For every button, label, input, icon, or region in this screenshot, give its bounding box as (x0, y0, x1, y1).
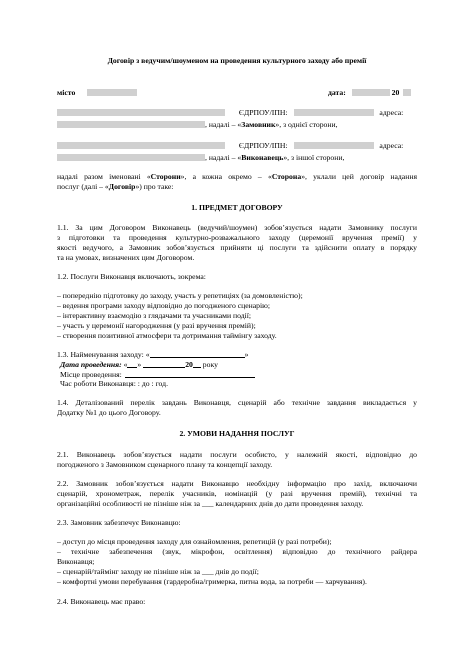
date-row (328, 89, 411, 97)
date-label: дата: (328, 88, 346, 97)
event-name-row: 1.3. Найменування заходу: « » (57, 350, 249, 359)
event-place-label: Місце проведення: (60, 370, 122, 379)
customer-role: Замовник (241, 120, 276, 129)
list-item: – інтерактивну взаємодію з глядачами та учасниками події; (57, 311, 252, 320)
p2-2-line: сценарій, хронометраж, перелік учасників, номінацій (у разі вручення премій), технічні та (57, 489, 417, 498)
list-item: – сценарій/таймінг заходу не пізніше ніж за ___ днів до події; (57, 567, 259, 576)
contractor-address-label: адреса: (379, 141, 404, 150)
contractor-code-label: ЄДРПОУ/ІПН: (238, 141, 288, 150)
date-year: 20 (391, 88, 400, 97)
contractor-name-field[interactable] (57, 142, 225, 149)
customer-address-field[interactable] (57, 121, 205, 128)
p2-1-line: 2.1. Виконавець зобов’язується надати послуги особисто, у належній якості, відповідно до (57, 450, 417, 459)
contractor-address-field[interactable] (57, 154, 205, 161)
event-date-row: Дата проведення: « » 20 року (60, 360, 218, 369)
p1-1-line: 1.1. За цим Договором Виконавець (ведучий/шоумен) зобов’язується надати Замовнику послуги (57, 223, 417, 232)
event-name-field[interactable] (150, 350, 245, 358)
p1-4-line: 1.4. Деталізований перелік завдань Виконавця, сценарій або технічне завдання викладається у (57, 398, 417, 407)
document-title: Договір з ведучим/шоуменом на проведення культурного заходу або премії (107, 56, 367, 65)
preamble-line-2: послуг (далі – «Договір») про таке: (57, 182, 174, 191)
work-hours-row: Час роботи Виконавця: : до : год. (60, 379, 168, 388)
contractor-line-2-end: », з іншої сторони, (283, 153, 345, 162)
place-row (57, 89, 137, 97)
list-item: – створення позитивної атмосфери та дотримання таймінгу заходу. (57, 331, 277, 340)
list-item: – попереднію підготовку до заходу, участь у репетиціях (за домовленістю); (57, 291, 303, 300)
event-place-field[interactable] (125, 370, 255, 378)
date-year-field[interactable] (403, 89, 411, 96)
p1-2: 1.2. Послуги Виконавця включають, зокрема: (57, 272, 206, 281)
event-place-row (60, 370, 255, 379)
contractor-line-2 (57, 154, 344, 162)
contractor-line-1 (57, 142, 403, 150)
contractor-line-2-text: , надалі – « (205, 153, 242, 162)
p2-2-line: організаційні особливості не пізніше ніж за ___ календарних днів до дати проведення заходу. (57, 499, 364, 508)
p1-1-line: з підготовки та проведення культурно-розважального заходу (церемонії вручення премії) у (57, 233, 417, 242)
list-item: – ведення програми заходу відповідно до погодженого сценарію; (57, 301, 271, 310)
customer-name-field[interactable] (57, 109, 225, 116)
customer-code-label: ЄДРПОУ/ІПН: (238, 108, 288, 117)
p2-1-line: погодженого з Замовником сценарного плану та концепції заходу. (57, 460, 273, 469)
event-month-field[interactable] (143, 360, 185, 368)
date-field[interactable] (352, 89, 390, 96)
p2-2-line: 2.2. Замовник зобов’язується надати Виконавцю необхідну інформацію про захід, включаючи (57, 479, 417, 488)
list-item: Виконавця; (57, 557, 95, 566)
customer-line-2-text: , надалі – « (205, 120, 242, 129)
p2-4: 2.4. Виконавець має право: (57, 597, 146, 606)
place-label: місто (57, 88, 76, 97)
section-2-title: 2. УМОВИ НАДАННЯ ПОСЛУГ (179, 429, 295, 438)
list-item: – технічне забезпечення (звук, мікрофон, освітлення) відповідно до технічного райдера (57, 547, 417, 556)
customer-line-2 (57, 121, 338, 129)
work-hours-label: Час роботи Виконавця: (60, 379, 138, 388)
event-date-label: Дата проведення: (60, 360, 122, 369)
list-item: – комфортні умови перебування (гардеробна/гримерка, питна вода, за потреби — харчування). (57, 577, 367, 586)
city-field[interactable] (87, 89, 137, 96)
customer-line-1 (57, 109, 403, 117)
p2-3: 2.3. Замовник забезпечує Виконавцю: (57, 518, 181, 527)
preamble-line-1: надалі разом іменовані «Сторони», а кожна окремо – «Сторона», уклали цей договір надання (57, 172, 417, 181)
p1-1-line: та на умовах, визначених цим Договором. (57, 253, 195, 262)
p1-1-line: якості ведучого, а Замовник зобов’язується прийняти ці послуги та здійснити оплату в порядку (57, 243, 417, 252)
contractor-role: Виконавець (241, 153, 284, 162)
contractor-code-field[interactable] (294, 142, 374, 149)
p1-4-line: Додатку №1 до цього Договору. (57, 408, 161, 417)
list-item: – участь у церемонії нагородження (у разі вручення премій); (57, 321, 256, 330)
list-item: – доступ до місця проведення заходу для ознайомлення, репетицій (у разі потреби); (57, 537, 332, 546)
event-name-label: 1.3. Найменування заходу: « (57, 350, 150, 359)
customer-line-2-end: », з однієї сторони, (275, 120, 338, 129)
section-1-title: 1. ПРЕДМЕТ ДОГОВОРУ (191, 203, 283, 212)
customer-address-label: адреса: (379, 108, 404, 117)
work-hours-value[interactable]: : до : (137, 379, 154, 388)
customer-code-field[interactable] (294, 109, 374, 116)
event-day-field[interactable] (127, 360, 137, 368)
event-year-field[interactable] (193, 360, 201, 368)
